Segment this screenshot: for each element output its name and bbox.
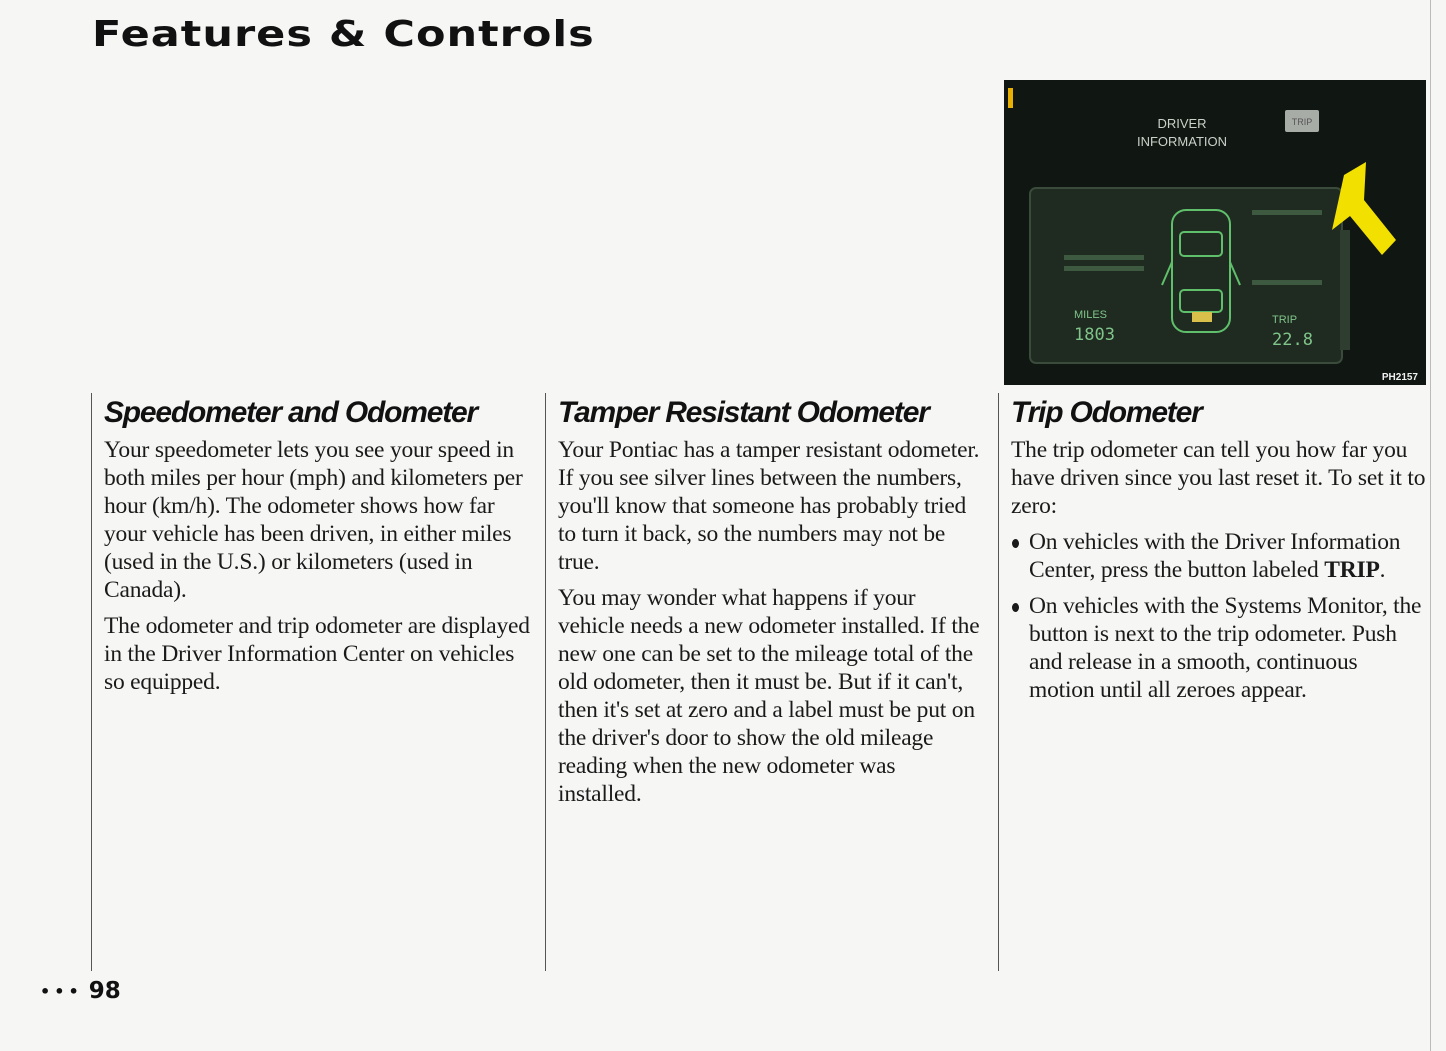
tamper-section <box>558 396 983 816</box>
page-dots-icon: ••• <box>40 982 83 1001</box>
section-title: Features & Controls <box>92 14 595 55</box>
trip-bullet-list <box>1011 528 1427 704</box>
column-rule-1 <box>91 393 92 971</box>
trip-button-text: TRIP <box>1291 117 1313 127</box>
speedometer-paragraph-2: The odometer and trip odometer are displayed in the Driver Information Center on vehicles so equipped. <box>104 613 530 695</box>
driver-information-center-photo <box>1004 80 1426 385</box>
trip-value: 22.8 <box>1272 330 1313 350</box>
figure-code: PH2157 <box>1381 372 1418 383</box>
bullet-dot-icon <box>1012 603 1019 612</box>
brake-lamp-icon <box>1192 312 1212 322</box>
speedometer-heading: Speedometer and Odometer <box>104 396 477 429</box>
trip-paragraph-1: The trip odometer can tell you how far you have driven since you last reset it. To set it to zero: <box>1011 437 1426 519</box>
tamper-paragraph-1: Your Pontiac has a tamper resistant odometer. If you see silver lines between the numbers, you'll know that someone has probably tried to turn it back, so the numbers may not be true. <box>558 437 980 575</box>
trip-heading: Trip Odometer <box>1011 396 1202 429</box>
column-rule-2 <box>545 393 546 971</box>
trip-button-label: TRIP <box>1324 557 1380 583</box>
bullet-dot-icon <box>1012 539 1019 548</box>
page-number: ••• 98 <box>40 978 121 1004</box>
trip-section <box>1011 396 1427 712</box>
trip-bullet-2: On vehicles with the Systems Monitor, the button is next to the trip odometer. Push and release in a smooth, continuous motion until all zeroes appear. <box>1011 592 1427 704</box>
tamper-paragraph-2: You may wonder what happens if your vehicle needs a new odometer installed. If the new one can be set to the mileage total of the old odometer, then it must be. But if it can't, then it's set at zero and a label must be put on the driver's door to show the old mileage reading when the new odometer was installed. <box>558 585 980 807</box>
panel-title-line2: INFORMATION <box>1136 134 1228 149</box>
page-edge <box>1430 0 1431 1051</box>
trip-label: TRIP <box>1272 314 1298 326</box>
trip-bullet-1: On vehicles with the Driver Information Center, press the button labeled TRIP. <box>1011 528 1427 584</box>
speedometer-section <box>104 396 534 704</box>
tamper-heading: Tamper Resistant Odometer <box>558 396 929 429</box>
miles-value: 1803 <box>1074 325 1115 345</box>
miles-label: MILES <box>1074 309 1108 321</box>
speedometer-paragraph-1: Your speedometer lets you see your speed in both miles per hour (mph) and kilometers per hour (km/h). The odometer shows how far your vehicle has been driven, in either miles (used in the U.S.) or kilometers (used in Canada). <box>104 437 523 603</box>
column-rule-3 <box>998 393 999 971</box>
panel-title-line1: DRIVER <box>1157 116 1207 131</box>
